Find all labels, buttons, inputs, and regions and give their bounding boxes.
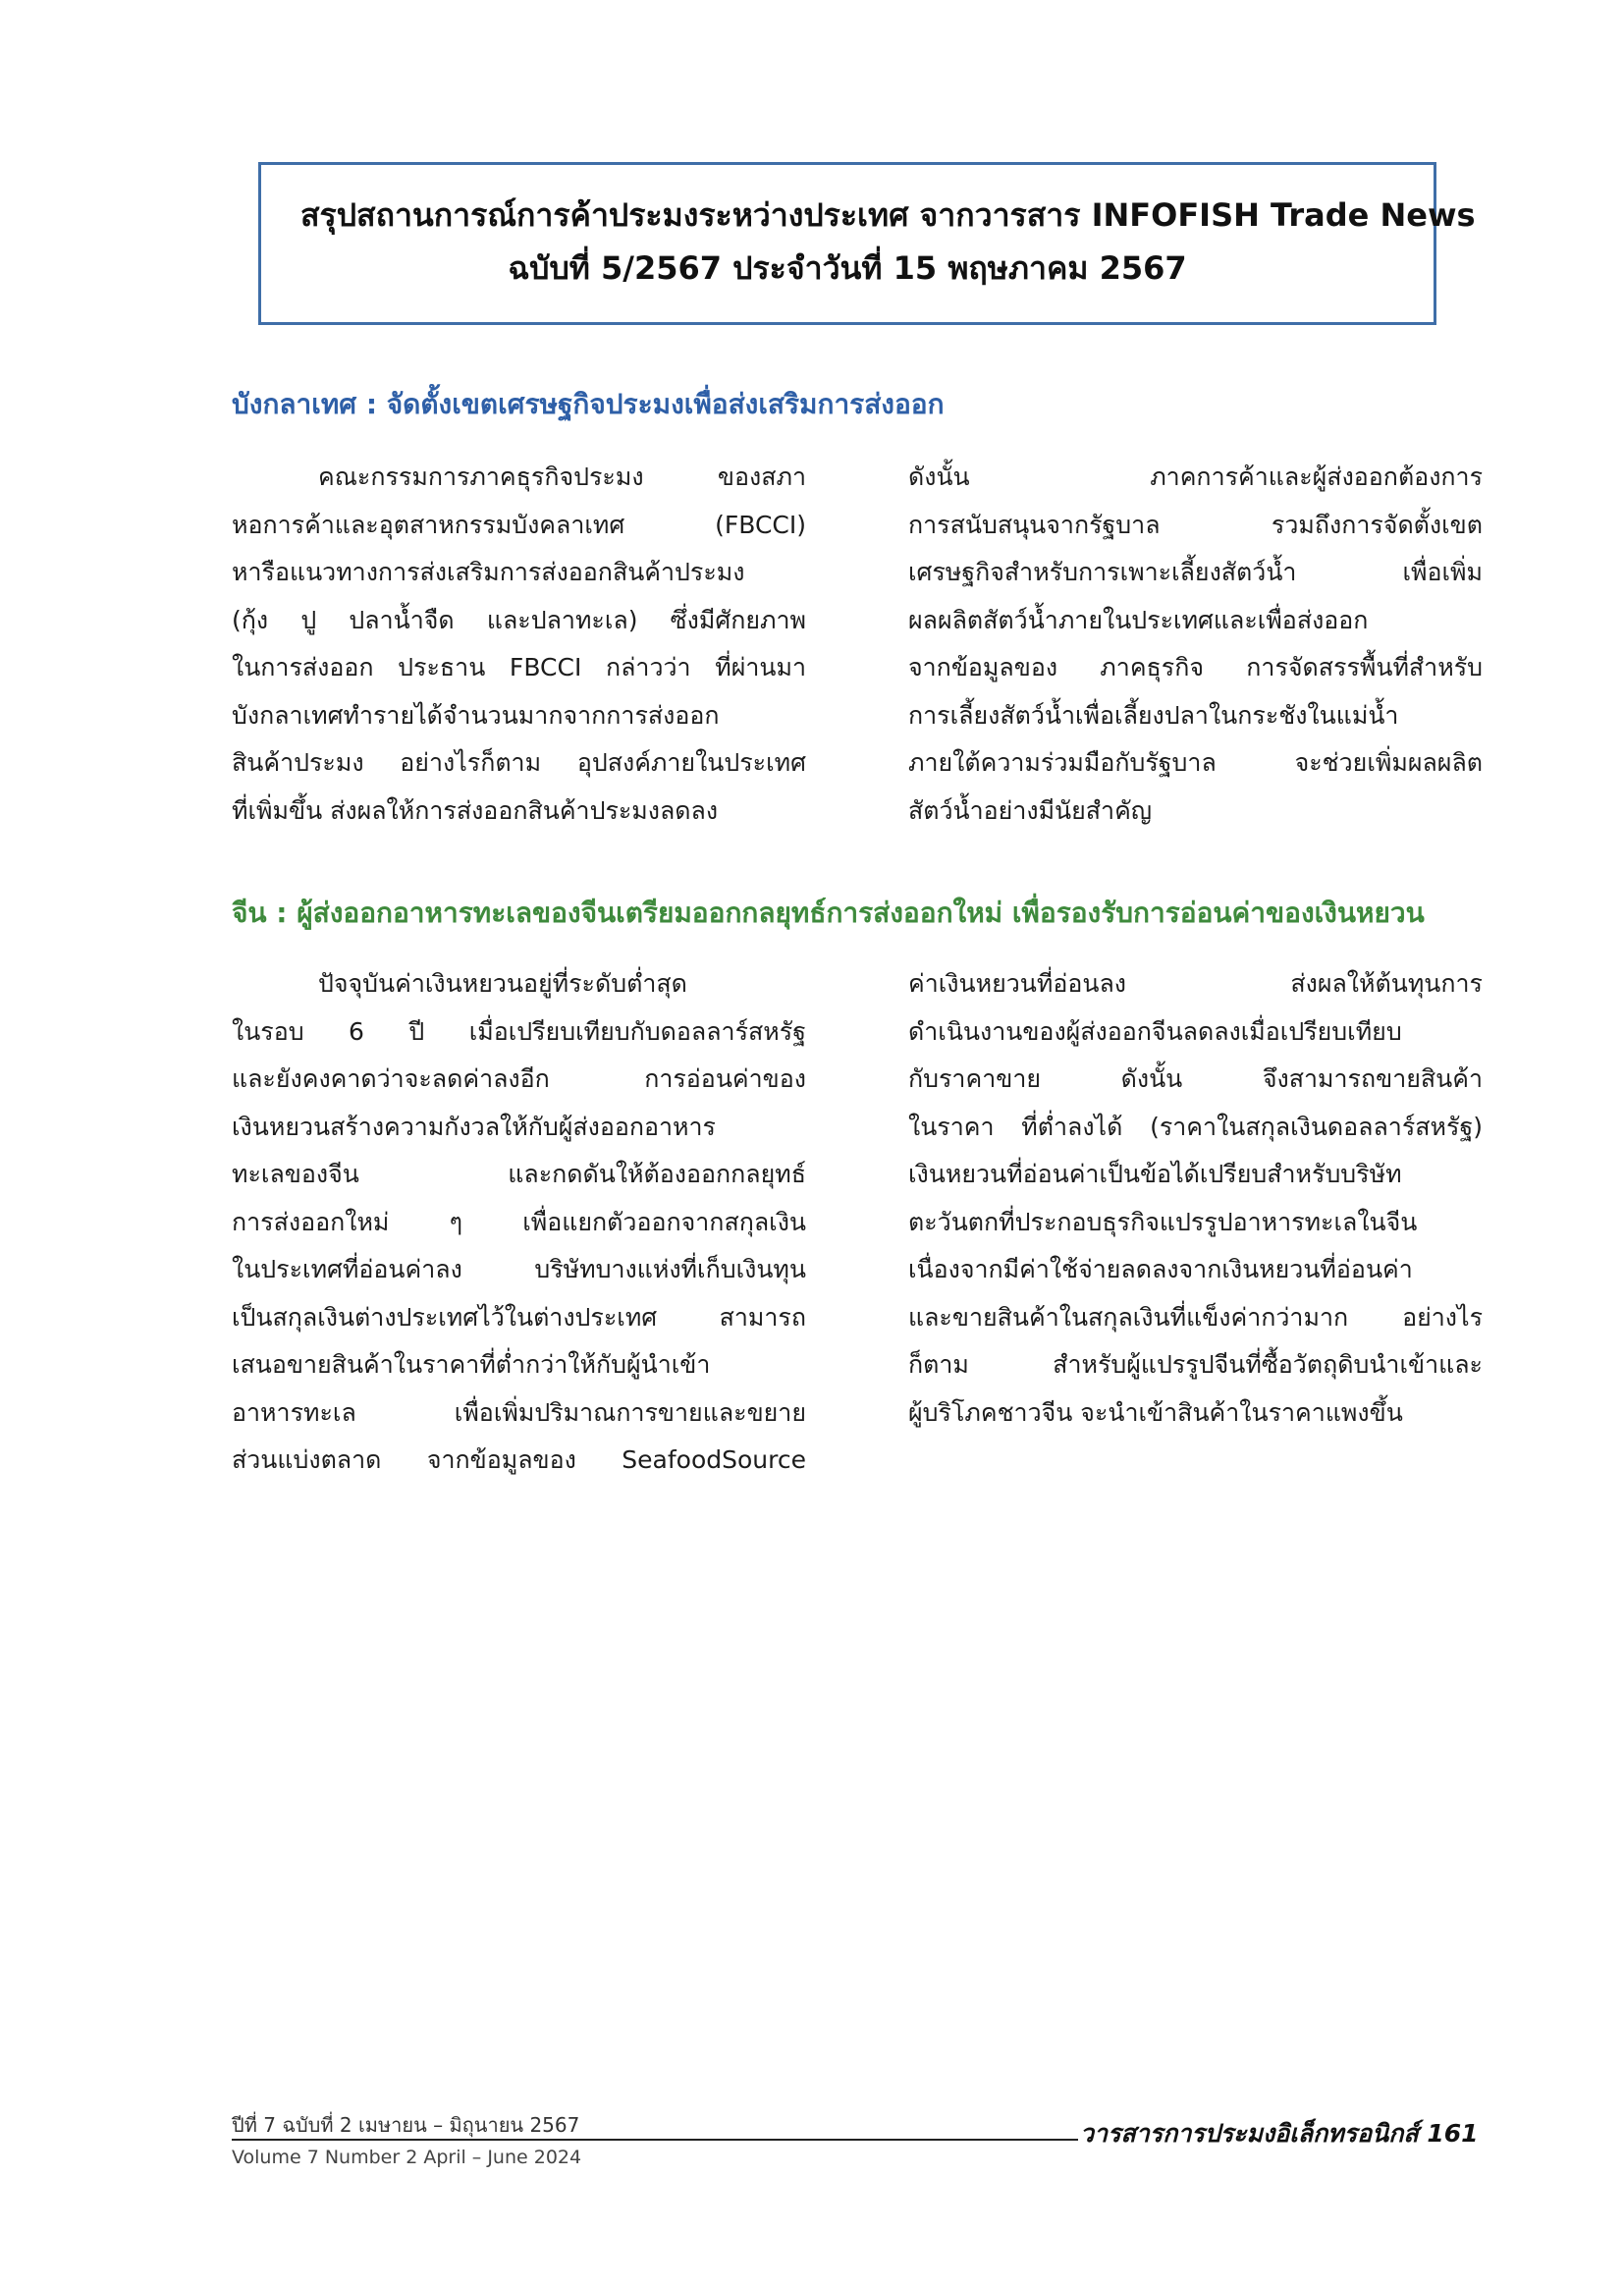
paragraph-line: หารือแนวทางการส่งเสริมการส่งออกสินค้าประมง: [232, 558, 745, 586]
paragraph-line: คณะกรรมการภาคธุรกิจประมง ของสภา: [318, 463, 806, 491]
paragraph-line: ในการส่งออก ประธาน FBCCI กล่าวว่า ที่ผ่านมา: [232, 653, 806, 681]
paragraph-line: ดำเนินงานของผู้ส่งออกจีนลดลงเมื่อเปรียบเทียบ: [908, 1016, 1402, 1046]
footer-english-issue: Volume 7 Number 2 April – June 2024: [232, 2147, 582, 2168]
paragraph-line: และยังคงคาดว่าจะลดค่าลงอีก การอ่อนค่าของ: [232, 1064, 806, 1093]
paragraph-line: และขายสินค้าในสกุลเงินที่แข็งค่ากว่ามาก อย่างไร: [908, 1302, 1483, 1332]
footer-journal-page: วารสารการประมงอิเล็กทรอนิกส์ 161: [1080, 2119, 1479, 2148]
paragraph-line: ส่วนแบ่งตลาด จากข้อมูลของ SeafoodSource: [232, 1445, 806, 1474]
paragraph-line: ในประเทศที่อ่อนค่าลง บริษัทบางแห่งที่เก็บเงินทุน: [232, 1255, 806, 1283]
paragraph-line: บังกลาเทศทำรายได้จำนวนมากจากการส่งออก: [232, 700, 720, 730]
paragraph-line: ในรอบ 6 ปี เมื่อเปรียบเทียบกับดอลลาร์สหรัฐ: [232, 1016, 806, 1046]
paragraph-line: ก็ตาม สำหรับผู้แปรรูปจีนที่ซื้อวัตถุดิบนำเข้าและ: [908, 1350, 1483, 1379]
paragraph-line: ทะเลของจีน และกดดันให้ต้องออกกลยุทธ์: [232, 1160, 806, 1188]
paragraph-line: การส่งออกใหม่ ๆ เพื่อแยกตัวออกจากสกุลเงิน: [232, 1207, 806, 1236]
paragraph-line: เงินหยวนสร้างความกังวลให้กับผู้ส่งออกอาหาร: [232, 1112, 716, 1141]
paragraph-line: อาหารทะเล เพื่อเพิ่มปริมาณการขายและขยาย: [232, 1397, 806, 1427]
paragraph-line: ดังนั้น ภาคการค้าและผู้ส่งออกต้องการ: [908, 463, 1483, 491]
paragraph-line: ค่าเงินหยวนที่อ่อนลง ส่งผลให้ต้นทุนการ: [908, 969, 1483, 998]
paragraph-line: สัตว์น้ำอย่างมีนัยสำคัญ: [908, 795, 1153, 825]
paragraph-line: ที่เพิ่มขึ้น ส่งผลให้การส่งออกสินค้าประมงลดลง: [232, 795, 719, 825]
china-left-column: [232, 960, 806, 1485]
paragraph-line: เศรษฐกิจสำหรับการเพาะเลี้ยงสัตว์น้ำ เพื่อเพิ่ม: [908, 558, 1483, 586]
paragraph-line: ผู้บริโภคชาวจีน จะนำเข้าสินค้าในราคาแพงขึ้น: [908, 1397, 1403, 1427]
bangladesh-left-column: [232, 454, 806, 835]
footer-divider: [232, 2139, 1078, 2141]
paragraph-line: จากข้อมูลของ ภาคธุรกิจ การจัดสรรพื้นที่สำหรับ: [908, 653, 1483, 681]
section-heading-bangladesh: บังกลาเทศ : จัดตั้งเขตเศรษฐกิจประมงเพื่อส่งเสริมการส่งออก: [232, 388, 945, 420]
paragraph-line: (กุ้ง ปู ปลาน้ำจืด และปลาทะเล) ซึ่งมีศักยภาพ: [232, 605, 806, 634]
paragraph-line: ตะวันตกที่ประกอบธุรกิจแปรรูปอาหารทะเลในจีน: [908, 1207, 1418, 1236]
bangladesh-right-column: [908, 454, 1483, 835]
paragraph-line: เสนอขายสินค้าในราคาที่ต่ำกว่าให้กับผู้นำเข้า: [232, 1350, 711, 1379]
paragraph-line: การสนับสนุนจากรัฐบาล รวมถึงการจัดตั้งเขต: [908, 510, 1483, 539]
paragraph-line: กับราคาขาย ดังนั้น จึงสามารถขายสินค้า: [908, 1064, 1483, 1093]
china-right-column: [908, 960, 1483, 1437]
footer-thai-issue: ปีที่ 7 ฉบับที่ 2 เมษายน – มิถุนายน 2567: [232, 2113, 580, 2137]
title-line-1: สรุปสถานการณ์การค้าประมงระหว่างประเทศ จากวารสาร INFOFISH Trade News: [300, 196, 1476, 234]
paragraph-line: ผลผลิตสัตว์น้ำภายในประเทศและเพื่อส่งออก: [908, 605, 1369, 634]
paragraph-line: เป็นสกุลเงินต่างประเทศไว้ในต่างประเทศ สามารถ: [232, 1302, 806, 1332]
paragraph-line: ปัจจุบันค่าเงินหยวนอยู่ที่ระดับต่ำสุด: [318, 969, 687, 998]
title-box: [258, 162, 1476, 325]
paragraph-line: หอการค้าและอุตสาหกรรมบังคลาเทศ (FBCCI): [232, 510, 806, 539]
paragraph-line: ในราคา ที่ต่ำลงได้ (ราคาในสกุลเงินดอลลาร์สหรัฐ): [908, 1112, 1483, 1141]
paragraph-line: การเลี้ยงสัตว์น้ำเพื่อเลี้ยงปลาในกระชังในแม่น้ำ: [908, 700, 1399, 730]
paragraph-line: เงินหยวนที่อ่อนค่าเป็นข้อได้เปรียบสำหรับบริษัท: [908, 1160, 1402, 1188]
paragraph-line: เนื่องจากมีค่าใช้จ่ายลดลงจากเงินหยวนที่อ่อนค่า: [908, 1255, 1413, 1283]
paragraph-line: สินค้าประมง อย่างไรก็ตาม อุปสงค์ภายในประเทศ: [232, 748, 806, 777]
title-line-2: ฉบับที่ 5/2567 ประจำวันที่ 15 พฤษภาคม 2567: [508, 249, 1187, 287]
section-heading-china: จีน : ผู้ส่งออกอาหารทะเลของจีนเตรียมออกกลยุทธ์การส่งออกใหม่ เพื่อรองรับการอ่อนค่าของเงินหยวน: [232, 897, 1425, 929]
paragraph-line: ภายใต้ความร่วมมือกับรัฐบาล จะช่วยเพิ่มผลผลิต: [908, 748, 1483, 777]
